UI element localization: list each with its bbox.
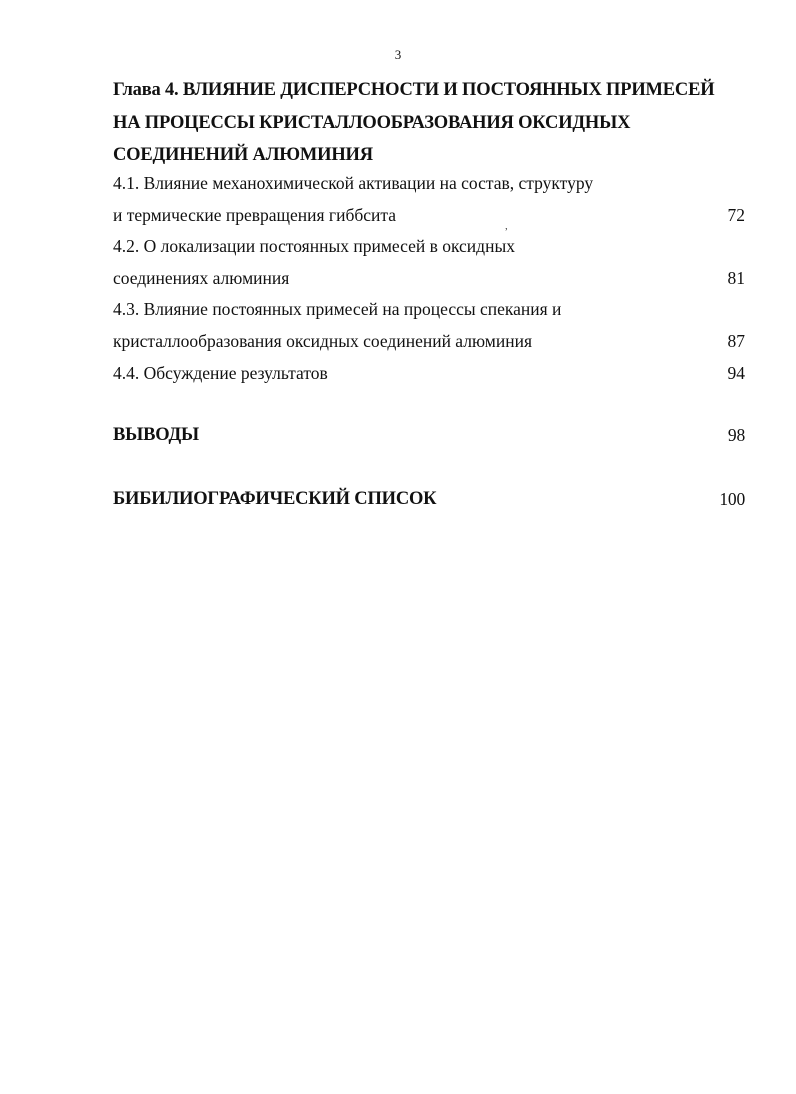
toc-page-number: 94 — [727, 363, 745, 383]
chapter-heading-line-2: НА ПРОЦЕССЫ КРИСТАЛЛООБРАЗОВАНИЯ ОКСИДНЫХ — [113, 112, 631, 133]
toc-entry-text: и термические превращения гиббсита — [113, 205, 397, 225]
toc-entry-4-1-line-1 — [113, 171, 745, 195]
toc-entry-text: ВЫВОДЫ — [113, 425, 200, 445]
toc-page-number: 98 — [727, 425, 745, 445]
toc-entry-4-1-line-2 — [113, 203, 745, 227]
page-number: 3 — [394, 47, 402, 62]
toc-entry-4-2-line-2 — [113, 266, 745, 290]
toc-entry-text: 4.1. Влияние механохимической активации на состав, структуру — [113, 173, 594, 193]
toc-entry-text: соединениях алюминия — [113, 268, 290, 288]
toc-page-number: 72 — [727, 205, 745, 225]
toc-entry-text: 4.4. Обсуждение результатов — [113, 363, 328, 383]
toc-entry-4-3-line-2 — [113, 329, 745, 353]
toc-entry-conclusions — [113, 423, 745, 447]
chapter-4-heading — [113, 74, 753, 172]
toc-entry-4-3-line-1 — [113, 297, 745, 321]
stray-mark: , — [505, 220, 508, 232]
toc-entry-text: 4.3. Влияние постоянных примесей на процессы спекания и — [113, 299, 562, 319]
chapter-heading-line-1: Глава 4. ВЛИЯНИЕ ДИСПЕРСНОСТИ И ПОСТОЯННЫХ ПРИМЕСЕЙ — [113, 80, 715, 100]
toc-entry-4-2-line-1 — [113, 234, 745, 258]
toc-entry-4-4 — [113, 361, 745, 385]
toc-entry-text: кристаллообразования оксидных соединений алюминия — [113, 331, 533, 351]
toc-page-number: 100 — [719, 489, 745, 509]
chapter-heading-line-3: СОЕДИНЕНИЙ АЛЮМИНИЯ — [113, 145, 373, 165]
toc-entry-text: БИБИЛИОГРАФИЧЕСКИЙ СПИСОК — [113, 489, 437, 509]
toc-entry-text: 4.2. О локализации постоянных примесей в оксидных — [113, 236, 515, 256]
toc-entry-bibliography — [113, 487, 745, 511]
toc-page-number: 87 — [727, 331, 745, 351]
toc-page-number: 81 — [727, 268, 745, 288]
